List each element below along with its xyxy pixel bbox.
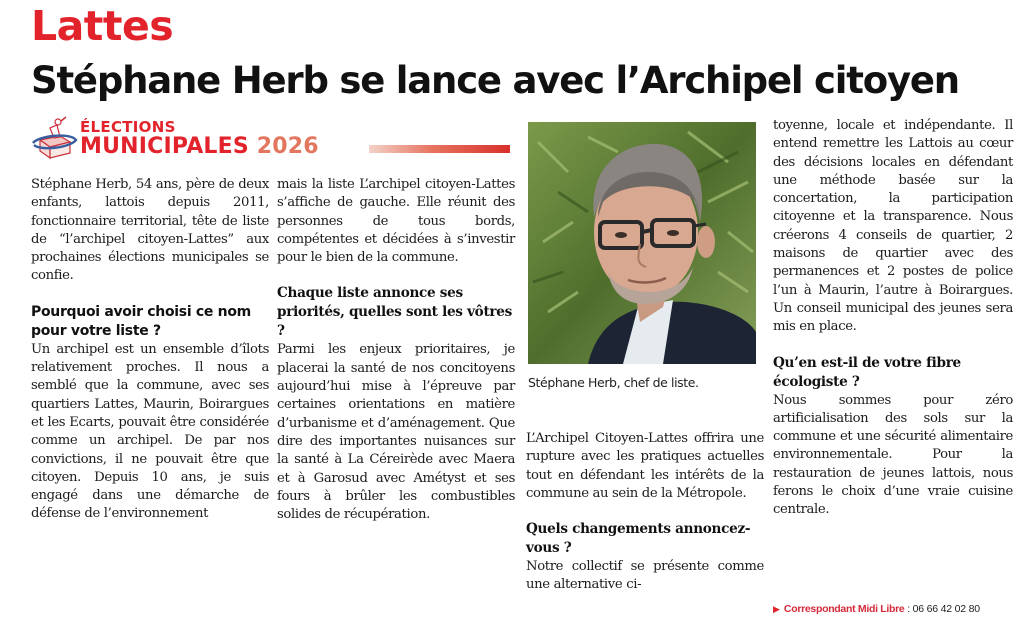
article-column-1: [31, 176, 269, 524]
article-column-2: [277, 176, 515, 524]
credit-separator: :: [904, 603, 913, 615]
answer-1: Un archipel est un ensemble d’îlots relativement proches. Il nous a semblé que la commune, avec ses quartiers Lattes, Maurin, Boirargues et les Ecarts, pouvait être considérée comme un archipel. De par nos convictions, il ne pouvait être que citoyen. Depuis 10 ans, je suis engagé dans une démarche de défense de l’environnement: [31, 341, 269, 522]
correspondent-credit: [773, 603, 980, 615]
answer-3-continued: toyenne, locale et indépendante. Il entend remettre les Lattois au cœur des décisions locales en défendant une méthode basée sur la concertation, la participation citoyenne et la transparence. Nous créerons 4 conseils de quartier, 2 maisons de quartier avec des permanences et 2 postes de police l’un à Maurin, l’autre à Boirargues. Un conseil municipal des jeunes sera mis en place.: [773, 118, 1013, 335]
credit-label: Correspondant Midi Libre: [783, 603, 905, 615]
intro-paragraph: Stéphane Herb, 54 ans, père de deux enfants, lattois depuis 2011, fonctionnaire territorial, tête de liste de “l’archipel citoyen-Lattes” aux prochaines élections municipales se confie.: [31, 177, 269, 284]
answer-2-continued: L’Archipel Citoyen-Lattes offrira une rupture avec les pratiques actuelles tout en défendant les intérêts de la commune au sein de la Métropole.: [526, 431, 764, 501]
article-column-3: [526, 430, 764, 595]
article-column-4: [773, 117, 1013, 520]
banner-line2: [80, 134, 319, 160]
question-4: Qu’en est-il de votre fibre écologiste ?: [773, 354, 961, 390]
article-headline: Stéphane Herb se lance avec l’Archipel citoyen: [31, 59, 959, 102]
elections-banner: [30, 116, 510, 164]
banner-year: 2026: [256, 134, 319, 159]
banner-municipales: MUNICIPALES: [80, 134, 249, 159]
credit-phone: 06 66 42 02 80: [912, 603, 980, 615]
triangle-arrow-icon: ▶: [773, 604, 780, 614]
question-2: Chaque liste annonce ses priorités, quelles sont les vôtres ?: [277, 285, 512, 340]
answer-4: Nous sommes pour zéro artificialisation des sols sur la commune et une sécurité alimentaire environnementale. Pour la restauration de jeunes lattois, nous ferons le choix d’une vraie cuisine centrale.: [773, 392, 1013, 518]
question-3: Quels changements annoncez-vous ?: [526, 521, 751, 557]
question-1: Pourquoi avoir choisi ce nom pour votre liste ?: [31, 303, 251, 339]
section-kicker: Lattes: [31, 2, 174, 50]
portrait-photo: [528, 122, 756, 364]
banner-rule: [369, 145, 510, 153]
portrait-image: [528, 122, 756, 364]
answer-2: Parmi les enjeux prioritaires, je placerai la santé de nos concitoyens aujourd’hui mise à l’épreuve par certaines orientations en matière d’urbanisme et d’aménagement. Que dire des importantes nuisances sur la santé à La Céreirède avec Maera et à Garosud avec Amétyst et ses fours à brûler les combustibles solides de récupération.: [277, 342, 515, 523]
photo-caption: Stéphane Herb, chef de liste.: [528, 375, 699, 390]
answer-3: Notre collectif se présente comme une alternative ci-: [526, 559, 764, 593]
banner-line1: ÉLECTIONS: [80, 118, 176, 136]
ballot-box-icon: [30, 116, 78, 162]
answer-1-continued: mais la liste L’archipel citoyen-Lattes s’affiche de gauche. Elle réunit des personnes de tous bords, compétentes et décidées à s’investir pour le bien de la commune.: [277, 177, 515, 266]
